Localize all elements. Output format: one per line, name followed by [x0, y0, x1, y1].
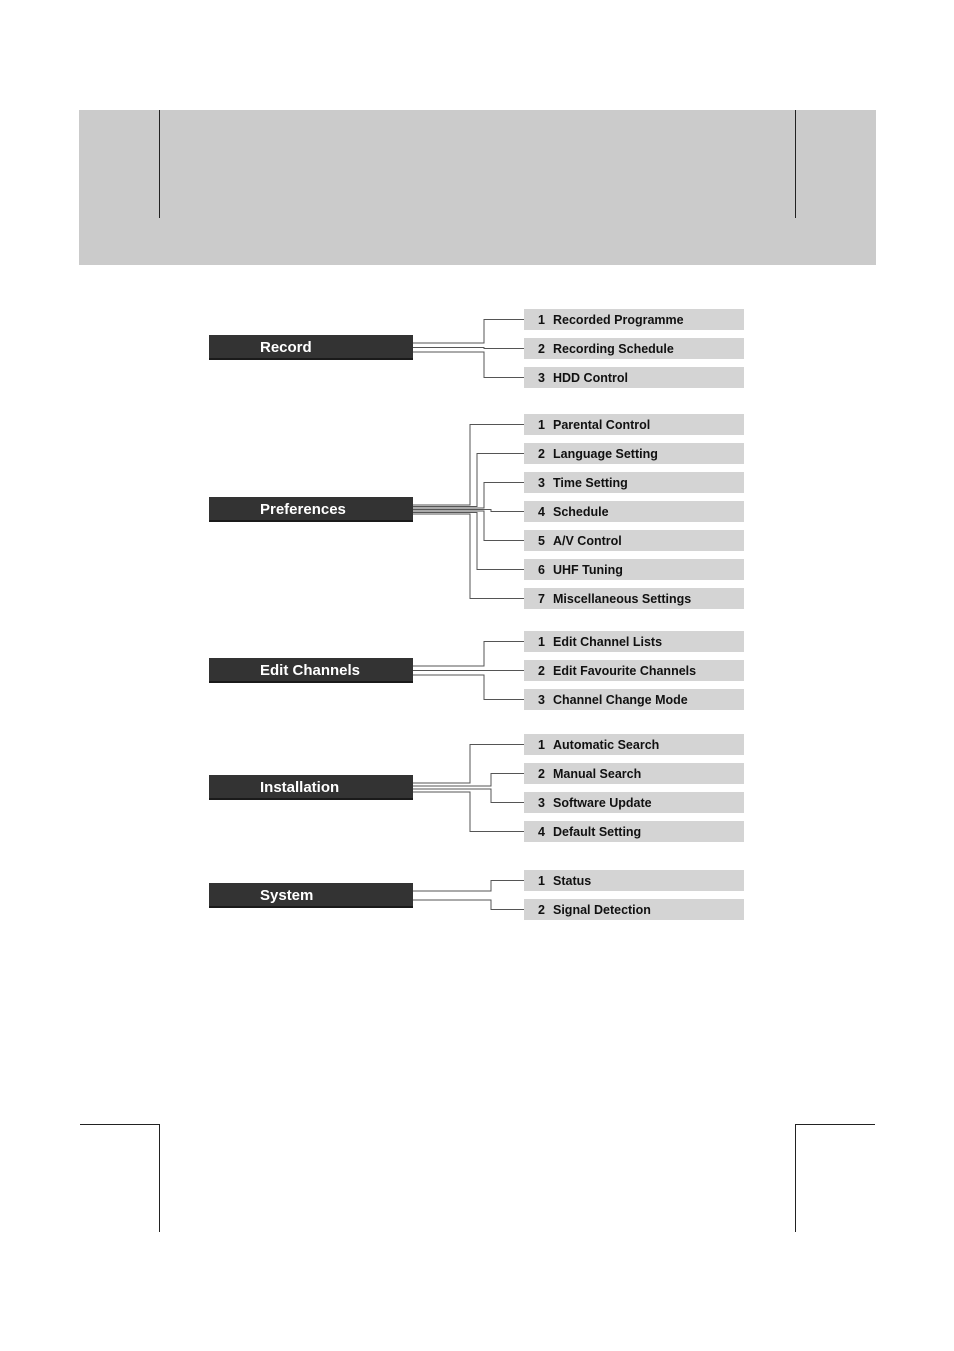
- item-label: Default Setting: [553, 825, 642, 839]
- item-number: 2: [538, 664, 545, 678]
- submenu-item[interactable]: [524, 631, 744, 652]
- connector-line: [413, 320, 524, 344]
- menu-label: Installation: [260, 779, 340, 796]
- item-number: 2: [538, 767, 545, 781]
- item-number: 2: [538, 342, 545, 356]
- connector-line: [413, 789, 524, 803]
- menu-preferences[interactable]: [209, 497, 413, 522]
- item-label: A/V Control: [553, 534, 622, 548]
- item-label: Language Setting: [553, 447, 658, 461]
- item-number: 2: [538, 903, 545, 917]
- item-number: 2: [538, 447, 545, 461]
- submenu-item[interactable]: [524, 367, 744, 388]
- submenu-item[interactable]: [524, 763, 744, 784]
- connector-line: [413, 348, 524, 349]
- submenu-item[interactable]: [524, 899, 744, 920]
- item-number: 7: [538, 592, 545, 606]
- item-label: Miscellaneous Settings: [553, 592, 692, 606]
- item-number: 3: [538, 796, 545, 810]
- item-label: Schedule: [553, 505, 609, 519]
- item-label: Parental Control: [553, 418, 651, 432]
- item-number: 5: [538, 534, 545, 548]
- submenu-item[interactable]: [524, 309, 744, 330]
- item-label: Automatic Search: [553, 738, 660, 752]
- connector-line: [413, 352, 524, 378]
- menu-label: System: [260, 887, 314, 904]
- submenu-item[interactable]: [524, 792, 744, 813]
- submenu-item[interactable]: [524, 414, 744, 435]
- menu-installation[interactable]: [209, 775, 413, 800]
- item-label: Channel Change Mode: [553, 693, 688, 707]
- connector-line: [413, 792, 524, 832]
- submenu-item[interactable]: [524, 734, 744, 755]
- connector-line: [413, 881, 524, 892]
- submenu-item[interactable]: [524, 689, 744, 710]
- menu-label: Preferences: [260, 501, 346, 518]
- connector-line: [413, 514, 524, 599]
- item-label: Recorded Programme: [553, 313, 684, 327]
- item-label: Signal Detection: [553, 903, 651, 917]
- submenu-item[interactable]: [524, 443, 744, 464]
- menu-label: Edit Channels: [260, 662, 361, 679]
- connector-line: [413, 642, 524, 667]
- connector-line: [413, 774, 524, 787]
- item-number: 3: [538, 476, 545, 490]
- connector-line: [413, 745, 524, 784]
- item-number: 1: [538, 738, 545, 752]
- item-label: Status: [553, 874, 592, 888]
- item-number: 6: [538, 563, 545, 577]
- connector-line: [413, 454, 524, 507]
- item-number: 1: [538, 874, 545, 888]
- connector-line: [413, 900, 524, 910]
- item-number: 3: [538, 371, 545, 385]
- item-number: 1: [538, 313, 545, 327]
- submenu-item[interactable]: [524, 501, 744, 522]
- menu-record[interactable]: [209, 335, 413, 360]
- item-label: HDD Control: [553, 371, 628, 385]
- menu-edit-channels[interactable]: [209, 658, 413, 683]
- submenu-item[interactable]: [524, 338, 744, 359]
- item-number: 4: [538, 825, 545, 839]
- submenu-item[interactable]: [524, 660, 744, 681]
- connector-line: [413, 483, 524, 509]
- connector-line: [413, 675, 524, 700]
- submenu-item[interactable]: [524, 559, 744, 580]
- connector-line: [413, 425, 524, 506]
- submenu-item[interactable]: [524, 588, 744, 609]
- item-number: 3: [538, 693, 545, 707]
- menu-system[interactable]: [209, 883, 413, 908]
- item-label: Edit Channel Lists: [553, 635, 663, 649]
- item-label: Time Setting: [553, 476, 628, 490]
- submenu-item[interactable]: [524, 870, 744, 891]
- submenu-item[interactable]: [524, 821, 744, 842]
- item-label: Edit Favourite Channels: [553, 664, 697, 678]
- menu-label: Record: [260, 339, 312, 356]
- connector-line: [413, 511, 524, 541]
- item-label: Manual Search: [553, 767, 642, 781]
- item-number: 1: [538, 635, 545, 649]
- submenu-item[interactable]: [524, 472, 744, 493]
- item-label: UHF Tuning: [553, 563, 623, 577]
- submenu-item[interactable]: [524, 530, 744, 551]
- item-number: 4: [538, 505, 545, 519]
- item-number: 1: [538, 418, 545, 432]
- item-label: Recording Schedule: [553, 342, 674, 356]
- item-label: Software Update: [553, 796, 652, 810]
